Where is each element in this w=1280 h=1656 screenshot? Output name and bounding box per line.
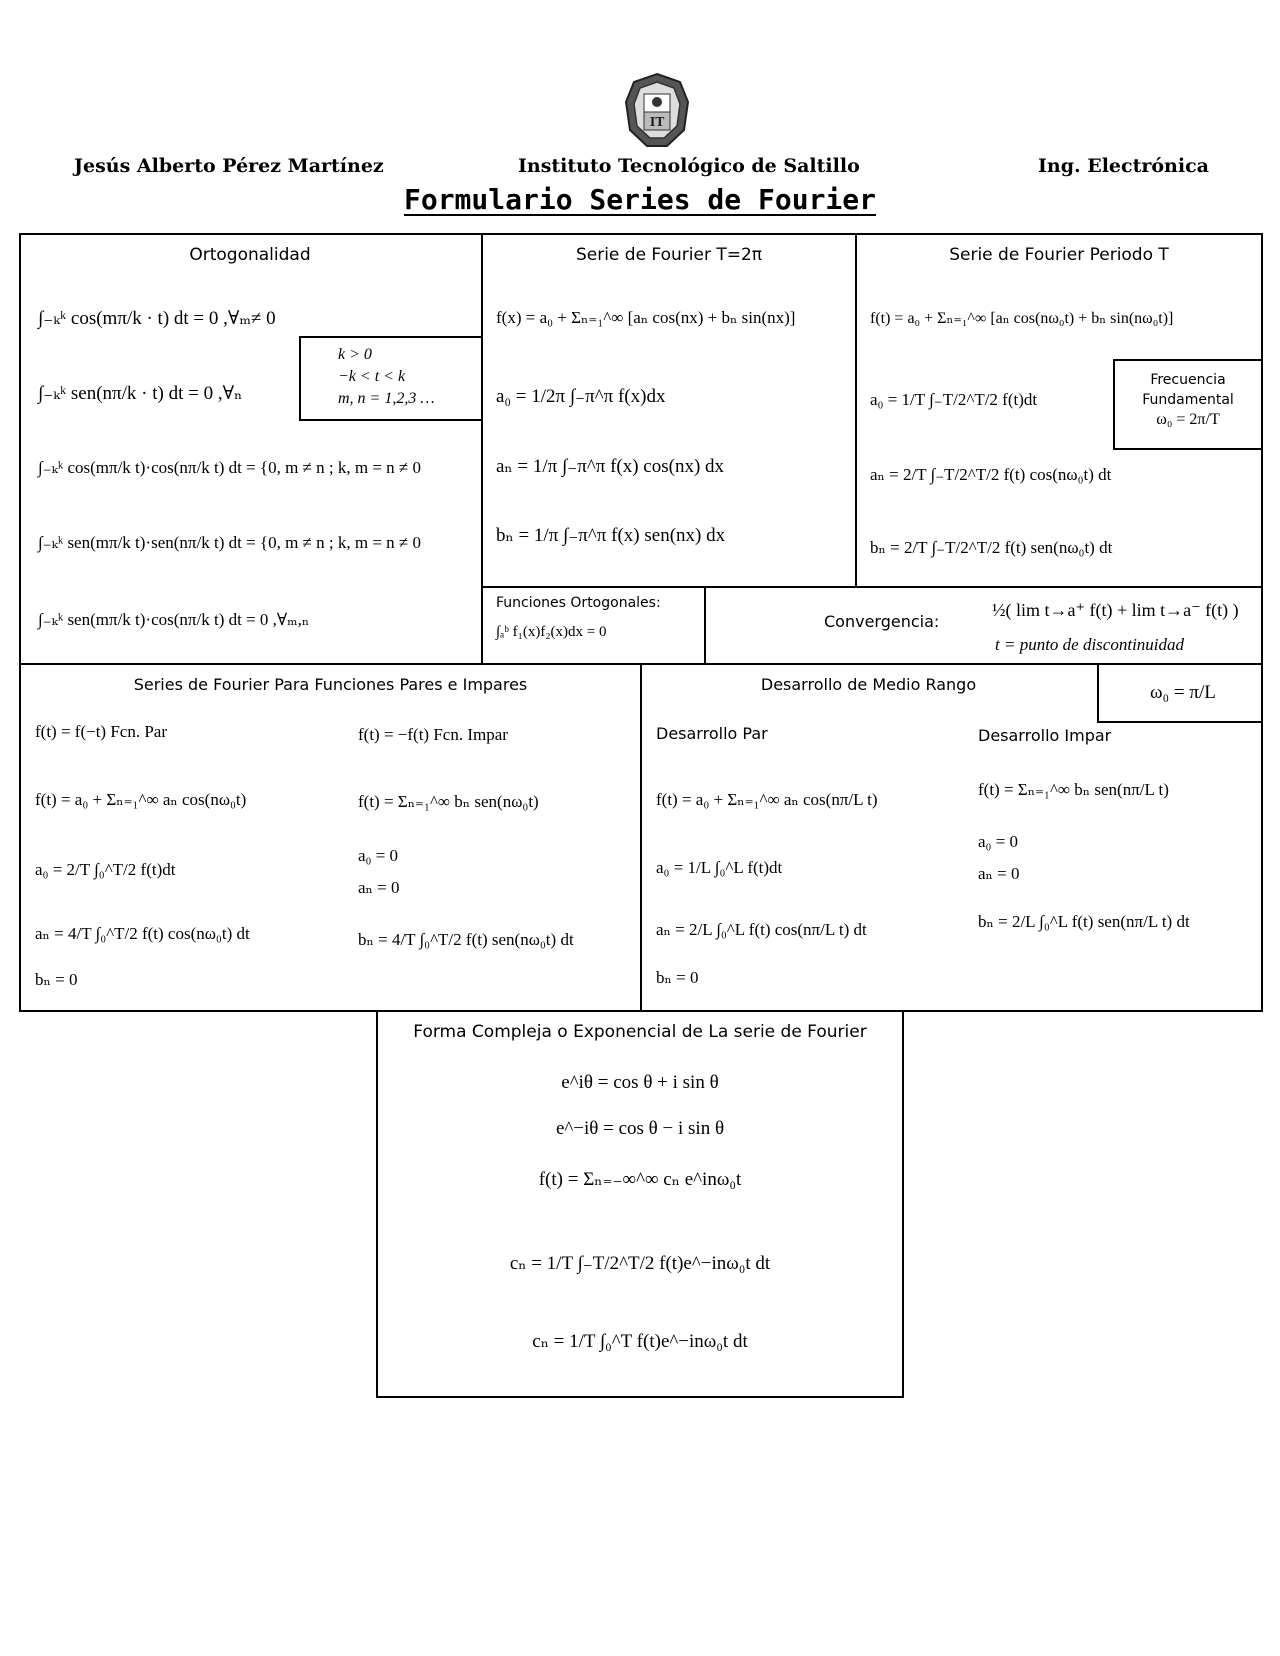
fourier-T-series: f(t) = a₀ + Σₙ₌₁^∞ [aₙ cos(nω₀t) + bₙ sin(nω₀t)] bbox=[870, 310, 1174, 327]
orthogonality-formula-1: ∫₋ₖᵏ cos(mπ/k · t) dt = 0 ,∀ₘ≠ 0 bbox=[38, 308, 276, 329]
odd-a0: a₀ = 0 bbox=[358, 846, 399, 865]
condition-3: m, n = 1,2,3 … bbox=[338, 390, 435, 407]
half-range-even-label: Desarrollo Par bbox=[656, 724, 768, 743]
half-range-even-an: aₙ = 2/L ∫₀^L f(t) cos(nπ/L t) dt bbox=[656, 920, 867, 939]
orthogonality-formula-3: ∫₋ₖᵏ cos(mπ/k t)·cos(nπ/k t) dt = {0, m ≠ n ; k, m = n ≠ 0 bbox=[38, 458, 421, 477]
convergence-label: Convergencia: bbox=[824, 612, 940, 631]
half-range-even-bn: bₙ = 0 bbox=[656, 968, 699, 987]
condition-2: −k < t < k bbox=[338, 368, 406, 385]
page-title: Formulario Series de Fourier bbox=[403, 183, 876, 216]
even-an: aₙ = 4/T ∫₀^T/2 f(t) cos(nω₀t) dt bbox=[35, 924, 250, 943]
odd-an: aₙ = 0 bbox=[358, 878, 400, 897]
institute-logo bbox=[622, 72, 692, 150]
fourier-T-bn: bₙ = 2/T ∫₋T/2^T/2 f(t) sen(nω₀t) dt bbox=[870, 538, 1113, 557]
half-range-odd-series: f(t) = Σₙ₌₁^∞ bₙ sen(nπ/L t) bbox=[978, 780, 1169, 799]
frequency-label bbox=[1113, 370, 1263, 430]
even-definition: f(t) = f(−t) Fcn. Par bbox=[35, 722, 167, 741]
half-range-even-a0: a₀ = 1/L ∫₀^L f(t)dt bbox=[656, 858, 783, 877]
frequency-label-line2: Fundamental bbox=[1142, 392, 1234, 408]
half-range-heading: Desarrollo de Medio Rango bbox=[760, 675, 977, 694]
half-range-omega: ω₀ = π/L bbox=[1150, 682, 1216, 703]
euler-formula-2: e^−iθ = cos θ − i sin θ bbox=[555, 1118, 725, 1139]
svg-text:IT: IT bbox=[649, 115, 665, 129]
frequency-formula: ω₀ = 2π/T bbox=[1156, 411, 1220, 428]
fourier-T-heading: Serie de Fourier Periodo T bbox=[949, 245, 1169, 265]
orthogonality-formula-5: ∫₋ₖᵏ sen(mπ/k t)·cos(nπ/k t) dt = 0 ,∀ₘ,ₙ bbox=[38, 610, 310, 629]
institute-name: Instituto Tecnológico de Saltillo bbox=[518, 155, 860, 177]
career-name: Ing. Electrónica bbox=[1038, 155, 1209, 177]
orthogonality-formula-2: ∫₋ₖᵏ sen(nπ/k · t) dt = 0 ,∀ₙ bbox=[38, 383, 243, 404]
convergence-note: t = punto de discontinuidad bbox=[995, 635, 1185, 654]
complex-cn-2: cₙ = 1/T ∫₀^T f(t)e^−inω₀t dt bbox=[532, 1331, 748, 1352]
even-series: f(t) = a₀ + Σₙ₌₁^∞ aₙ cos(nω₀t) bbox=[35, 790, 247, 809]
complex-series: f(t) = Σₙ₌₋∞^∞ cₙ e^inω₀t bbox=[538, 1169, 742, 1190]
half-range-odd-label: Desarrollo Impar bbox=[978, 726, 1112, 745]
even-bn: bₙ = 0 bbox=[35, 970, 78, 989]
condition-1: k > 0 bbox=[338, 346, 372, 363]
orthogonality-heading: Ortogonalidad bbox=[189, 245, 311, 265]
odd-bn: bₙ = 4/T ∫₀^T/2 f(t) sen(nω₀t) dt bbox=[358, 930, 574, 949]
half-range-odd-bn: bₙ = 2/L ∫₀^L f(t) sen(nπ/L t) dt bbox=[978, 912, 1190, 931]
complex-cn-1: cₙ = 1/T ∫₋T/2^T/2 f(t)e^−inω₀t dt bbox=[509, 1253, 771, 1274]
orthogonality-formula-4: ∫₋ₖᵏ sen(mπ/k t)·sen(nπ/k t) dt = {0, m ≠ n ; k, m = n ≠ 0 bbox=[38, 533, 421, 552]
half-range-even-series: f(t) = a₀ + Σₙ₌₁^∞ aₙ cos(nπ/L t) bbox=[656, 790, 878, 809]
frequency-label-line1: Frecuencia bbox=[1150, 372, 1226, 388]
fourier-2pi-bn: bₙ = 1/π ∫₋π^π f(x) sen(nx) dx bbox=[496, 525, 726, 546]
half-range-odd-an: aₙ = 0 bbox=[978, 864, 1020, 883]
orthogonal-functions-formula: ∫ₐᵇ f₁(x)f₂(x)dx = 0 bbox=[496, 624, 607, 640]
fourier-2pi-a0: a₀ = 1/2π ∫₋π^π f(x)dx bbox=[496, 386, 666, 407]
euler-formula-1: e^iθ = cos θ + i sin θ bbox=[561, 1072, 719, 1093]
half-range-odd-a0: a₀ = 0 bbox=[978, 832, 1019, 851]
fourier-2pi-an: aₙ = 1/π ∫₋π^π f(x) cos(nx) dx bbox=[496, 456, 725, 477]
even-odd-heading: Series de Fourier Para Funciones Pares e Impares bbox=[133, 675, 528, 694]
fourier-2pi-heading: Serie de Fourier T=2π bbox=[575, 245, 763, 265]
convergence-formula: ½( lim t→a⁺ f(t) + lim t→a⁻ f(t) ) bbox=[992, 600, 1239, 620]
complex-heading: Forma Compleja o Exponencial de La serie de Fourier bbox=[413, 1022, 867, 1042]
odd-definition: f(t) = −f(t) Fcn. Impar bbox=[358, 725, 508, 744]
fourier-T-an: aₙ = 2/T ∫₋T/2^T/2 f(t) cos(nω₀t) dt bbox=[870, 465, 1112, 484]
even-a0: a₀ = 2/T ∫₀^T/2 f(t)dt bbox=[35, 860, 176, 879]
fourier-2pi-series: f(x) = a₀ + Σₙ₌₁^∞ [aₙ cos(nx) + bₙ sin(nx)] bbox=[496, 308, 796, 327]
orthogonal-functions-label: Funciones Ortogonales: bbox=[496, 595, 661, 611]
odd-series: f(t) = Σₙ₌₁^∞ bₙ sen(nω₀t) bbox=[358, 792, 539, 811]
even-odd-box bbox=[19, 663, 642, 1012]
author-name: Jesús Alberto Pérez Martínez bbox=[74, 155, 384, 177]
conditions-list bbox=[338, 344, 435, 410]
fourier-T-a0: a₀ = 1/T ∫₋T/2^T/2 f(t)dt bbox=[870, 390, 1038, 409]
